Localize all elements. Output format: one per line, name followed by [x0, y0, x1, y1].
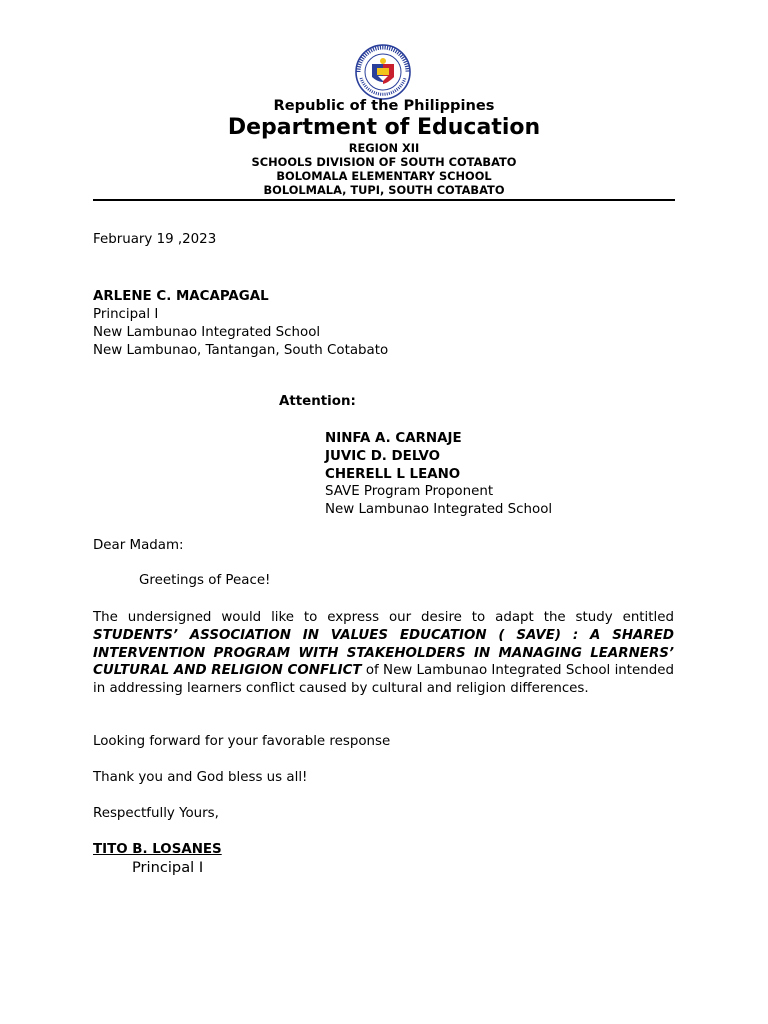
header-republic: Republic of the Philippines [273, 97, 495, 114]
looking-forward: Looking forward for your favorable response [93, 734, 391, 749]
recipient-name: ARLENE C. MACAPAGAL [93, 289, 269, 304]
letter-date: February 19 ,2023 [93, 232, 217, 247]
recipient-school: New Lambunao Integrated School [93, 325, 321, 340]
recipient-position: Principal I [93, 307, 159, 322]
header-address: BOLOLMALA, TUPI, SOUTH COTABATO [263, 183, 505, 197]
body-paragraph [93, 609, 674, 698]
closing-line: Respectfully Yours, [93, 806, 219, 821]
header-school: BOLOMALA ELEMENTARY SCHOOL [276, 169, 492, 183]
header-department: Department of Education [227, 115, 541, 140]
greeting: Greetings of Peace! [139, 573, 271, 588]
attention-name: CHERELL L LEANO [325, 467, 461, 482]
header-division: SCHOOLS DIVISION OF SOUTH COTABATO [251, 155, 517, 169]
deped-seal-logo [352, 44, 414, 100]
attention-name: NINFA A. CARNAJE [325, 431, 462, 446]
header-region: REGION XII [348, 141, 420, 155]
study-title: STUDENTS’ ASSOCIATION IN VALUES EDUCATION ( SAVE) : A SHARED INTERVENTION PROGRAM WITH STAKEHOLDERS IN MANAGING LEARNERS’ CULTURAL AND RELIGION CONFLICT [93, 627, 674, 679]
thanks-line: Thank you and God bless us all! [93, 770, 308, 785]
attention-label: Attention: [279, 394, 356, 409]
attention-role: SAVE Program Proponent [325, 484, 494, 499]
attention-school: New Lambunao Integrated School [325, 502, 553, 517]
body-rest: of New Lambunao Integrated School intended in addressing learners conflict caused by cultural and religion differences. [93, 663, 674, 697]
body-intro: The undersigned would like to express our desire to adapt the study entitled [93, 610, 674, 625]
salutation: Dear Madam: [93, 538, 184, 553]
signatory-name: TITO B. LOSANES [93, 842, 222, 857]
signatory-position: Principal I [132, 859, 204, 876]
header-divider [93, 199, 675, 201]
recipient-address: New Lambunao, Tantangan, South Cotabato [93, 343, 389, 358]
attention-name: JUVIC D. DELVO [325, 449, 441, 464]
